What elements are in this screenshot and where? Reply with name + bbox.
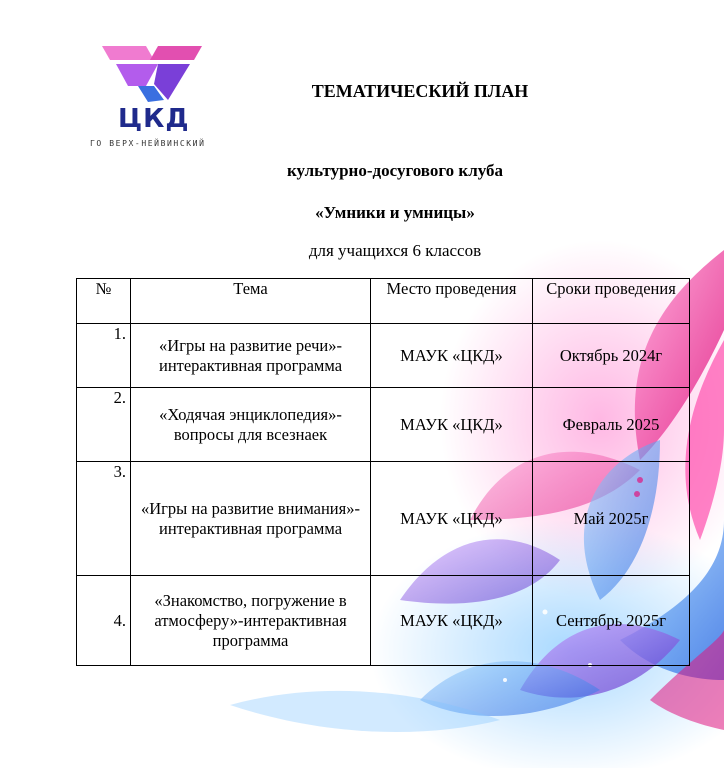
header-topic: Тема: [131, 279, 371, 324]
row-date: Октябрь 2024г: [533, 324, 690, 388]
row-topic: «Ходячая энциклопедия»- вопросы для всезнаек: [131, 388, 371, 462]
logo-mark-icon: [98, 40, 208, 106]
row-place: МАУК «ЦКД»: [371, 462, 533, 576]
row-topic: «Игры на развитие внимания»-интерактивная программа: [131, 462, 371, 576]
row-number: 3.: [77, 462, 131, 576]
row-number: 1.: [77, 324, 131, 388]
row-number: 4.: [77, 576, 131, 666]
audience-line: для учащихся 6 классов: [308, 241, 482, 260]
table-row: [77, 324, 690, 388]
logo: [88, 40, 228, 152]
table-row: [77, 576, 690, 666]
row-date: Сентябрь 2025г: [533, 576, 690, 666]
row-place: МАУК «ЦКД»: [371, 576, 533, 666]
table-row: [77, 388, 690, 462]
table-row: [77, 462, 690, 576]
header-number: №: [77, 279, 131, 324]
document-subtitle: культурно-досугового клуба: [286, 161, 504, 180]
header-dates: Сроки проведения: [533, 279, 690, 324]
document-title: ТЕМАТИЧЕСКИЙ ПЛАН: [311, 81, 529, 101]
row-topic: «Знакомство, погружение в атмосферу»-интерактивная программа: [131, 576, 371, 666]
row-place: МАУК «ЦКД»: [371, 324, 533, 388]
logo-subtitle: ГО ВЕРХ-НЕЙВИНСКИЙ: [90, 139, 206, 148]
row-number: 2.: [77, 388, 131, 462]
row-place: МАУК «ЦКД»: [371, 388, 533, 462]
thematic-plan-table: [76, 278, 690, 666]
table-header-row: [77, 279, 690, 324]
row-date: Февраль 2025: [533, 388, 690, 462]
logo-abbreviation: ЦКД: [118, 104, 190, 134]
header-place: Место проведения: [371, 279, 533, 324]
row-topic: «Игры на развитие речи»-интерактивная программа: [131, 324, 371, 388]
row-date: Май 2025г: [533, 462, 690, 576]
club-name: «Умники и умницы»: [315, 203, 475, 222]
